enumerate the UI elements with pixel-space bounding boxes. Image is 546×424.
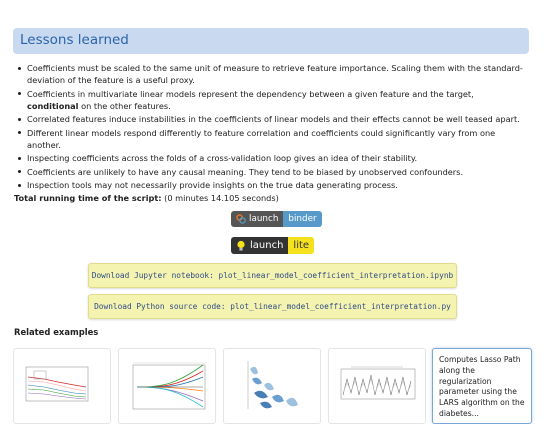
- list-item-text: Different linear models respond differently to feature correlation and coefficients could significantly vary from one another.: [27, 127, 496, 150]
- list-item: [14, 88, 526, 112]
- list-item: [14, 62, 526, 86]
- list-item: [14, 113, 526, 125]
- lightbulb-icon: [236, 240, 246, 252]
- launch-lite-badge[interactable]: [231, 237, 314, 254]
- list-item-text: Inspection tools may not necessarily provide insights on the true data generating process.: [27, 180, 398, 190]
- list-item: [14, 166, 526, 178]
- related-examples-heading: Related examples: [14, 327, 99, 337]
- related-example-card[interactable]: [223, 348, 321, 424]
- binder-logo-icon: [236, 214, 246, 224]
- related-example-card[interactable]: [13, 348, 111, 424]
- list-item-text: Coefficients are unlikely to have any causal meaning. They tend to be biased by unobserved confounders.: [27, 166, 464, 177]
- lite-badge-left: [231, 237, 288, 254]
- running-time: [14, 193, 279, 203]
- lite-badge-left-label: launch: [250, 240, 284, 251]
- list-item-bold: conditional: [27, 100, 79, 111]
- binder-badge-right-label: binder: [283, 211, 321, 227]
- list-item-text: Inspecting coefficients across the folds of a cross-validation loop gives an idea of their stability.: [27, 153, 418, 163]
- lite-badge-right-label: lite: [288, 237, 314, 254]
- download-python-button[interactable]: [88, 294, 457, 319]
- lessons-list: [14, 62, 526, 193]
- example-thumbnail: [14, 349, 110, 423]
- related-example-card-hovered[interactable]: [432, 348, 532, 424]
- download-python-label: Download Python source code: plot_linear_model_coefficient_interpretation.py: [94, 302, 451, 311]
- example-thumbnail: [119, 349, 215, 423]
- section-title: Lessons learned: [20, 32, 129, 48]
- list-item: [14, 127, 526, 151]
- example-thumbnail: [329, 349, 425, 423]
- example-thumbnail: [224, 349, 320, 423]
- related-example-card[interactable]: [328, 348, 426, 424]
- list-item-text: Coefficients must be scaled to the same unit of measure to retrieve feature importance. Scaling them with the standard-deviation of the feature is a useful proxy.: [27, 63, 523, 85]
- related-example-description: Computes Lasso Path along the regularization parameter using the LARS algorithm on the diabetes...: [439, 355, 525, 418]
- running-time-label: Total running time of the script:: [14, 193, 162, 203]
- running-time-value: (0 minutes 14.105 seconds): [161, 193, 279, 203]
- list-item-text: Correlated features induce instabilities in the coefficients of linear models and their effects cannot be well teased apart.: [27, 114, 520, 124]
- download-notebook-label: Download Jupyter notebook: plot_linear_model_coefficient_interpretation.ipynb: [91, 271, 454, 280]
- list-item-text: Coefficients in multivariate linear models represent the dependency between a given feature and the target,: [27, 88, 474, 99]
- section-header: [13, 28, 529, 54]
- list-item: [14, 179, 526, 191]
- download-notebook-button[interactable]: [88, 263, 457, 288]
- launch-binder-badge[interactable]: [231, 211, 322, 227]
- list-item-text: on the other features.: [78, 100, 171, 111]
- related-example-card[interactable]: [118, 348, 216, 424]
- binder-badge-left-label: launch: [249, 214, 279, 224]
- binder-badge-left: [231, 211, 283, 227]
- list-item: [14, 152, 526, 164]
